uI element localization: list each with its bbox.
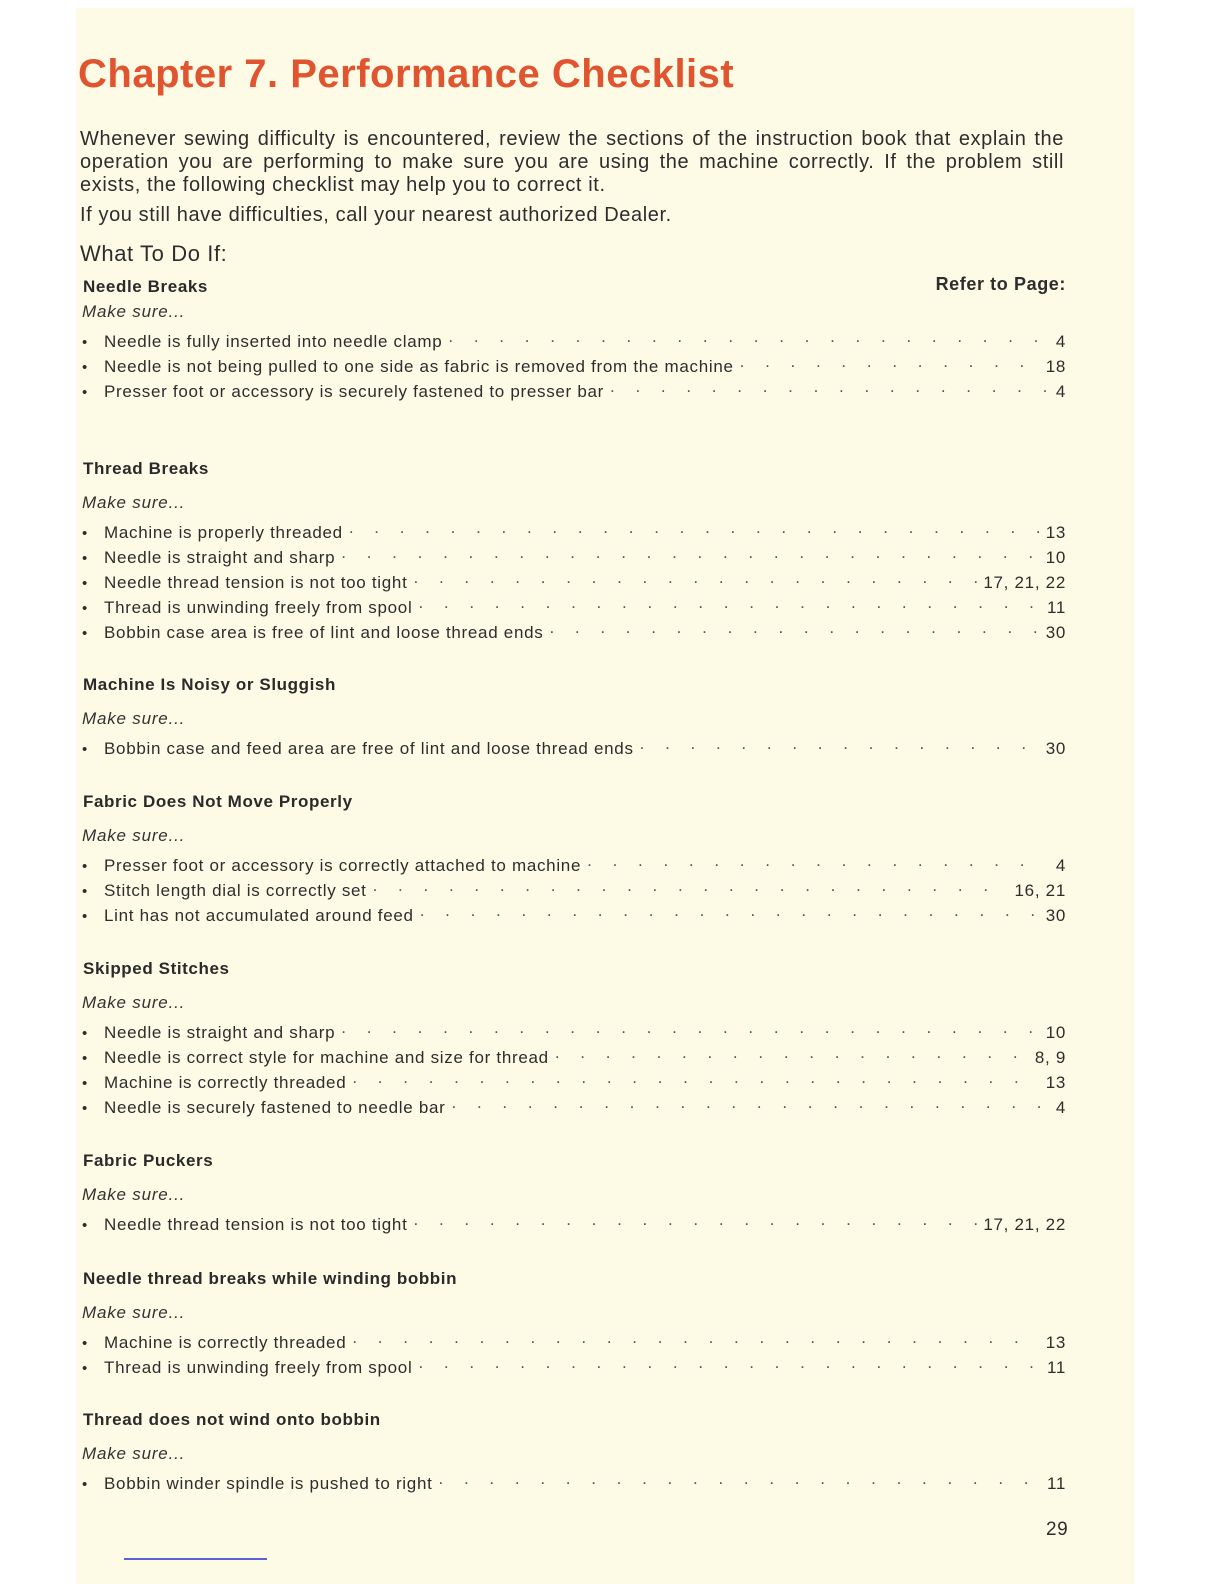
make-sure-label: Make sure... (82, 826, 186, 845)
section-title: Fabric Puckers (83, 1151, 214, 1170)
item-text: Needle is not being pulled to one side as fabric is removed from the machine (104, 357, 734, 376)
bullet: • (82, 1360, 88, 1377)
item-page-ref: 30 (1045, 906, 1066, 925)
dot-leader (352, 1068, 1039, 1088)
section-title: Needle thread breaks while winding bobbin (83, 1269, 458, 1288)
item-page-ref: 4 (1055, 382, 1066, 401)
dot-leader (414, 568, 978, 588)
checklist-item (82, 1043, 1066, 1068)
chapter-title: Chapter 7. Performance Checklist (78, 52, 735, 96)
item-text: Bobbin case and feed area are free of lint and loose thread ends (104, 739, 634, 758)
dot-leader (439, 1469, 1041, 1489)
bullet: • (82, 359, 88, 376)
item-text: Lint has not accumulated around feed (104, 906, 414, 925)
checklist-item (82, 1353, 1066, 1378)
checklist-item (82, 568, 1066, 593)
section-fabric-not-moving (82, 792, 1066, 926)
item-page-ref: 11 (1046, 1358, 1066, 1377)
section-thread-breaks (82, 459, 1066, 643)
section-fabric-puckers (82, 1151, 1066, 1235)
checklist-item (82, 543, 1066, 568)
bullet: • (82, 908, 88, 925)
bullet: • (82, 600, 88, 617)
dot-leader (587, 851, 1046, 871)
bullet: • (82, 1025, 88, 1042)
item-text: Machine is properly threaded (104, 523, 343, 542)
section-title: Thread Breaks (83, 459, 209, 478)
item-text: Needle is straight and sharp (104, 548, 336, 567)
item-page-ref: 4 (1055, 332, 1066, 351)
make-sure-label: Make sure... (82, 1185, 186, 1204)
dot-leader (414, 1210, 978, 1230)
checklist-item (82, 876, 1066, 901)
dot-leader (549, 618, 1039, 638)
bullet: • (82, 1476, 88, 1493)
dot-leader (740, 352, 1040, 372)
bullet: • (82, 1050, 88, 1067)
section-machine-noisy (82, 675, 1066, 759)
bullet: • (82, 625, 88, 642)
checklist-item (82, 1469, 1066, 1494)
item-text: Needle is correct style for machine and size for thread (104, 1048, 549, 1067)
checklist-item (82, 1093, 1066, 1118)
dot-leader (373, 876, 1009, 896)
dealer-note: If you still have difficulties, call your nearest authorized Dealer. (80, 204, 672, 226)
item-text: Needle is straight and sharp (104, 1023, 336, 1042)
dot-leader (341, 1018, 1039, 1038)
item-page-ref: 10 (1045, 1023, 1066, 1042)
item-page-ref: 17, 21, 22 (983, 1215, 1066, 1234)
item-page-ref: 4 (1055, 1098, 1066, 1117)
dot-leader (555, 1043, 1029, 1063)
checklist-item (82, 1210, 1066, 1235)
item-text: Needle is securely fastened to needle bar (104, 1098, 446, 1117)
dot-leader (420, 901, 1040, 921)
section-title: Thread does not wind onto bobbin (83, 1410, 381, 1429)
dot-leader (349, 518, 1040, 538)
item-page-ref: 16, 21 (1014, 881, 1066, 900)
dot-leader (452, 1093, 1046, 1113)
page-number: 29 (1046, 1519, 1069, 1540)
checklist-item (82, 901, 1066, 926)
item-page-ref: 10 (1045, 548, 1066, 567)
make-sure-label: Make sure... (82, 302, 186, 321)
checklist-item (82, 352, 1066, 377)
bullet: • (82, 334, 88, 351)
item-page-ref: 13 (1045, 523, 1066, 542)
checklist-item (82, 1068, 1066, 1093)
item-text: Needle is fully inserted into needle clamp (104, 332, 443, 351)
checklist-item (82, 327, 1066, 352)
bullet: • (82, 575, 88, 592)
item-page-ref: 13 (1045, 1333, 1066, 1352)
make-sure-label: Make sure... (82, 993, 186, 1012)
dot-leader (610, 377, 1046, 397)
dot-leader (418, 1353, 1041, 1373)
dot-leader (640, 734, 1040, 754)
checklist-item (82, 377, 1066, 402)
section-title: Needle Breaks (83, 277, 208, 296)
checklist-item (82, 1328, 1066, 1353)
checklist-item (82, 1018, 1066, 1043)
item-text: Bobbin winder spindle is pushed to right (104, 1474, 433, 1493)
item-text: Thread is unwinding freely from spool (104, 598, 413, 617)
refer-to-page-label: Refer to Page: (935, 274, 1066, 294)
item-text: Stitch length dial is correctly set (104, 881, 367, 900)
section-needle-breaks (82, 277, 1066, 402)
bullet: • (82, 1335, 88, 1352)
item-page-ref: 30 (1045, 739, 1066, 758)
item-page-ref: 30 (1045, 623, 1066, 642)
bullet: • (82, 1217, 88, 1234)
item-page-ref: 11 (1046, 1474, 1066, 1493)
item-text: Needle thread tension is not too tight (104, 573, 408, 592)
item-text: Presser foot or accessory is securely fastened to presser bar (104, 382, 605, 401)
checklist-item (82, 593, 1066, 618)
section-needle-thread-breaks-winding (82, 1269, 1066, 1378)
item-page-ref: 8, 9 (1034, 1048, 1066, 1067)
bullet: • (82, 384, 88, 401)
section-thread-not-winding (82, 1410, 1066, 1494)
dot-leader (448, 327, 1046, 347)
intro-paragraph: Whenever sewing difficulty is encountered, review the sections of the instruction book that explain the operation you are performing to make sure you are using the machine correctly. If the problem still exists, the following checklist may help you to correct it. (80, 128, 1064, 196)
dot-leader (352, 1328, 1039, 1348)
bullet: • (82, 525, 88, 542)
make-sure-label: Make sure... (82, 1444, 186, 1463)
item-text: Needle thread tension is not too tight (104, 1215, 408, 1234)
bullet: • (82, 1075, 88, 1092)
item-page-ref: 13 (1045, 1073, 1066, 1092)
dot-leader (418, 593, 1041, 613)
section-title: Skipped Stitches (83, 959, 230, 978)
item-page-ref: 4 (1055, 856, 1066, 875)
item-page-ref: 18 (1045, 357, 1066, 376)
checklist-item (82, 618, 1066, 643)
item-text: Presser foot or accessory is correctly attached to machine (104, 856, 582, 875)
checklist-item (82, 851, 1066, 876)
what-to-do-heading: What To Do If: (80, 241, 228, 266)
checklist-item (82, 734, 1066, 759)
item-text: Thread is unwinding freely from spool (104, 1358, 413, 1377)
item-text: Machine is correctly threaded (104, 1073, 347, 1092)
bullet: • (82, 550, 88, 567)
make-sure-label: Make sure... (82, 1303, 186, 1322)
item-text: Bobbin case area is free of lint and loose thread ends (104, 623, 544, 642)
item-text: Machine is correctly threaded (104, 1333, 347, 1352)
section-skipped-stitches (82, 959, 1066, 1118)
bullet: • (82, 1100, 88, 1117)
bullet: • (82, 741, 88, 758)
checklist-item (82, 518, 1066, 543)
make-sure-label: Make sure... (82, 709, 186, 728)
item-page-ref: 11 (1046, 598, 1066, 617)
footer-rule (124, 1558, 267, 1560)
make-sure-label: Make sure... (82, 493, 186, 512)
dot-leader (341, 543, 1039, 563)
section-title: Fabric Does Not Move Properly (83, 792, 353, 811)
item-page-ref: 17, 21, 22 (983, 573, 1066, 592)
bullet: • (82, 883, 88, 900)
section-title: Machine Is Noisy or Sluggish (83, 675, 336, 694)
bullet: • (82, 858, 88, 875)
